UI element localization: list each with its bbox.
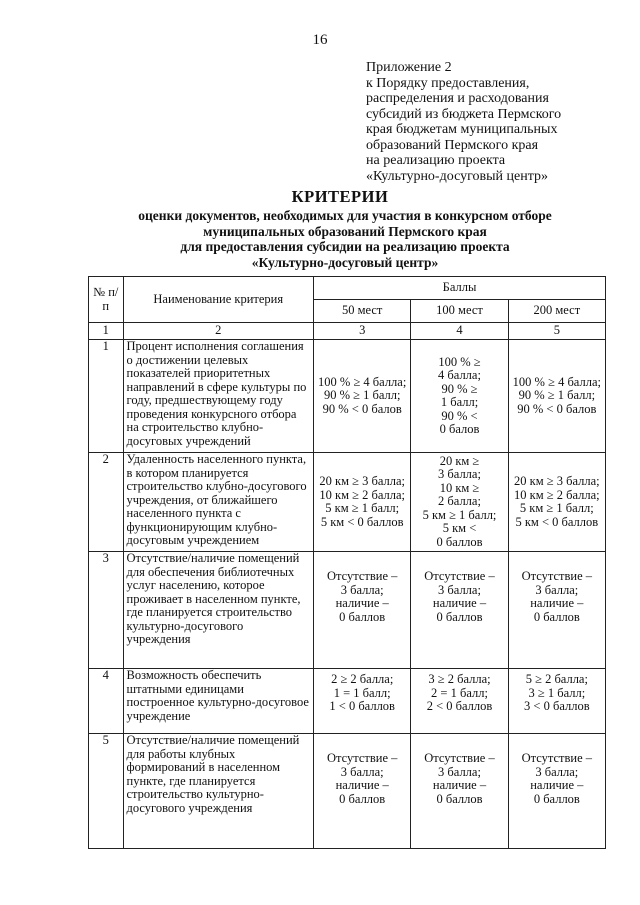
score-200: 20 км ≥ 3 балла; 10 км ≥ 2 балла; 5 км ≥ 1 балл; 5 км < 0 баллов: [508, 453, 605, 552]
document-subtitle: [0, 208, 640, 270]
score-100: Отсутствие – 3 балла; наличие – 0 баллов: [411, 552, 508, 669]
subtitle-line: оценки документов, необходимых для участия в конкурсном отборе: [138, 208, 552, 223]
score-50: 20 км ≥ 3 балла; 10 км ≥ 2 балла; 5 км ≥ 1 балл; 5 км < 0 баллов: [314, 453, 411, 552]
row-number: 3: [89, 552, 124, 669]
criterion-name: Удаленность населенного пункта, в котором планируется строительство клубно-досугового учреждения, от ближайшего населенного пункта с функционирующим клубно-досуговым учреждением: [123, 453, 314, 552]
criterion-name: Возможность обеспечить штатными единицами построенное культурно-досуговое учреждение: [123, 669, 314, 734]
score-100: 100 % ≥ 4 балла; 90 % ≥ 1 балл; 90 % < 0 балов: [411, 340, 508, 453]
subtitle-line: «Культурно-досуговый центр»: [251, 254, 439, 270]
header-name: Наименование критерия: [123, 277, 314, 323]
criterion-name: Отсутствие/наличие помещений для обеспечения библиотечных услуг населению, которое проживает в населенном пункте, где планируется строительство культурно-досугового учреждения: [123, 552, 314, 669]
score-50: Отсутствие – 3 балла; наличие – 0 баллов: [314, 552, 411, 669]
criterion-name: Процент исполнения соглашения о достижении целевых показателей приоритетных направлений в сфере культуры по году, предшествующему году проведения конкурсного отбора на строительство клубно-досуговых учреждений: [123, 340, 314, 453]
row-number: 4: [89, 669, 124, 734]
score-200: 100 % ≥ 4 балла; 90 % ≥ 1 балл; 90 % < 0 балов: [508, 340, 605, 453]
row-number: 5: [89, 734, 124, 849]
column-number-row: [89, 323, 606, 340]
row-number: 1: [89, 340, 124, 453]
appendix-line: края бюджетам муниципальных: [366, 122, 558, 137]
score-200: Отсутствие – 3 балла; наличие – 0 баллов: [508, 734, 605, 849]
document-title: КРИТЕРИИ: [291, 187, 389, 206]
score-200: Отсутствие – 3 балла; наличие – 0 баллов: [508, 552, 605, 669]
column-number: 1: [89, 323, 124, 340]
header-num: № п/п: [89, 277, 124, 323]
column-number: 4: [411, 323, 508, 340]
appendix-line: распределения и расходования: [366, 91, 549, 106]
header-100: 100 мест: [411, 300, 508, 323]
score-200: 5 ≥ 2 балла; 3 ≥ 1 балл; 3 < 0 баллов: [508, 669, 605, 734]
subtitle-line: муниципальных образований Пермского края: [203, 223, 487, 239]
score-100: Отсутствие – 3 балла; наличие – 0 баллов: [411, 734, 508, 849]
criterion-name: Отсутствие/наличие помещений для работы клубных формирований в населенном пункте, где планируется строительство культурно-досугового учреждения: [123, 734, 314, 849]
appendix-line: образований Пермского края: [366, 137, 539, 153]
page-number: 16: [312, 32, 328, 48]
table-row: [89, 552, 606, 669]
table-row: [89, 453, 606, 552]
column-number: 3: [314, 323, 411, 340]
criteria-table: [88, 276, 606, 849]
score-50: Отсутствие – 3 балла; наличие – 0 баллов: [314, 734, 411, 849]
appendix-line: субсидий из бюджета Пермского: [366, 106, 562, 122]
header-200: 200 мест: [508, 300, 605, 323]
appendix-line: Приложение 2: [366, 60, 452, 75]
score-100: 20 км ≥ 3 балла; 10 км ≥ 2 балла; 5 км ≥ 1 балл; 5 км < 0 баллов: [411, 453, 508, 552]
column-number: 2: [123, 323, 314, 340]
table-row: [89, 669, 606, 734]
subtitle-line: для предоставления субсидии на реализацию проекта: [180, 239, 510, 254]
table-row: [89, 734, 606, 849]
column-number: 5: [508, 323, 605, 340]
appendix-line: на реализацию проекта: [366, 153, 506, 168]
score-50: 2 ≥ 2 балла; 1 = 1 балл; 1 < 0 баллов: [314, 669, 411, 734]
appendix-block: [366, 60, 626, 184]
row-number: 2: [89, 453, 124, 552]
table-row: [89, 340, 606, 453]
appendix-line: «Культурно-досуговый центр»: [366, 168, 548, 184]
score-50: 100 % ≥ 4 балла; 90 % ≥ 1 балл; 90 % < 0 балов: [314, 340, 411, 453]
header-points: Баллы: [314, 277, 606, 300]
table-header-row: [89, 277, 606, 300]
header-50: 50 мест: [314, 300, 411, 323]
score-100: 3 ≥ 2 балла; 2 = 1 балл; 2 < 0 баллов: [411, 669, 508, 734]
appendix-line: к Порядку предоставления,: [366, 75, 530, 91]
